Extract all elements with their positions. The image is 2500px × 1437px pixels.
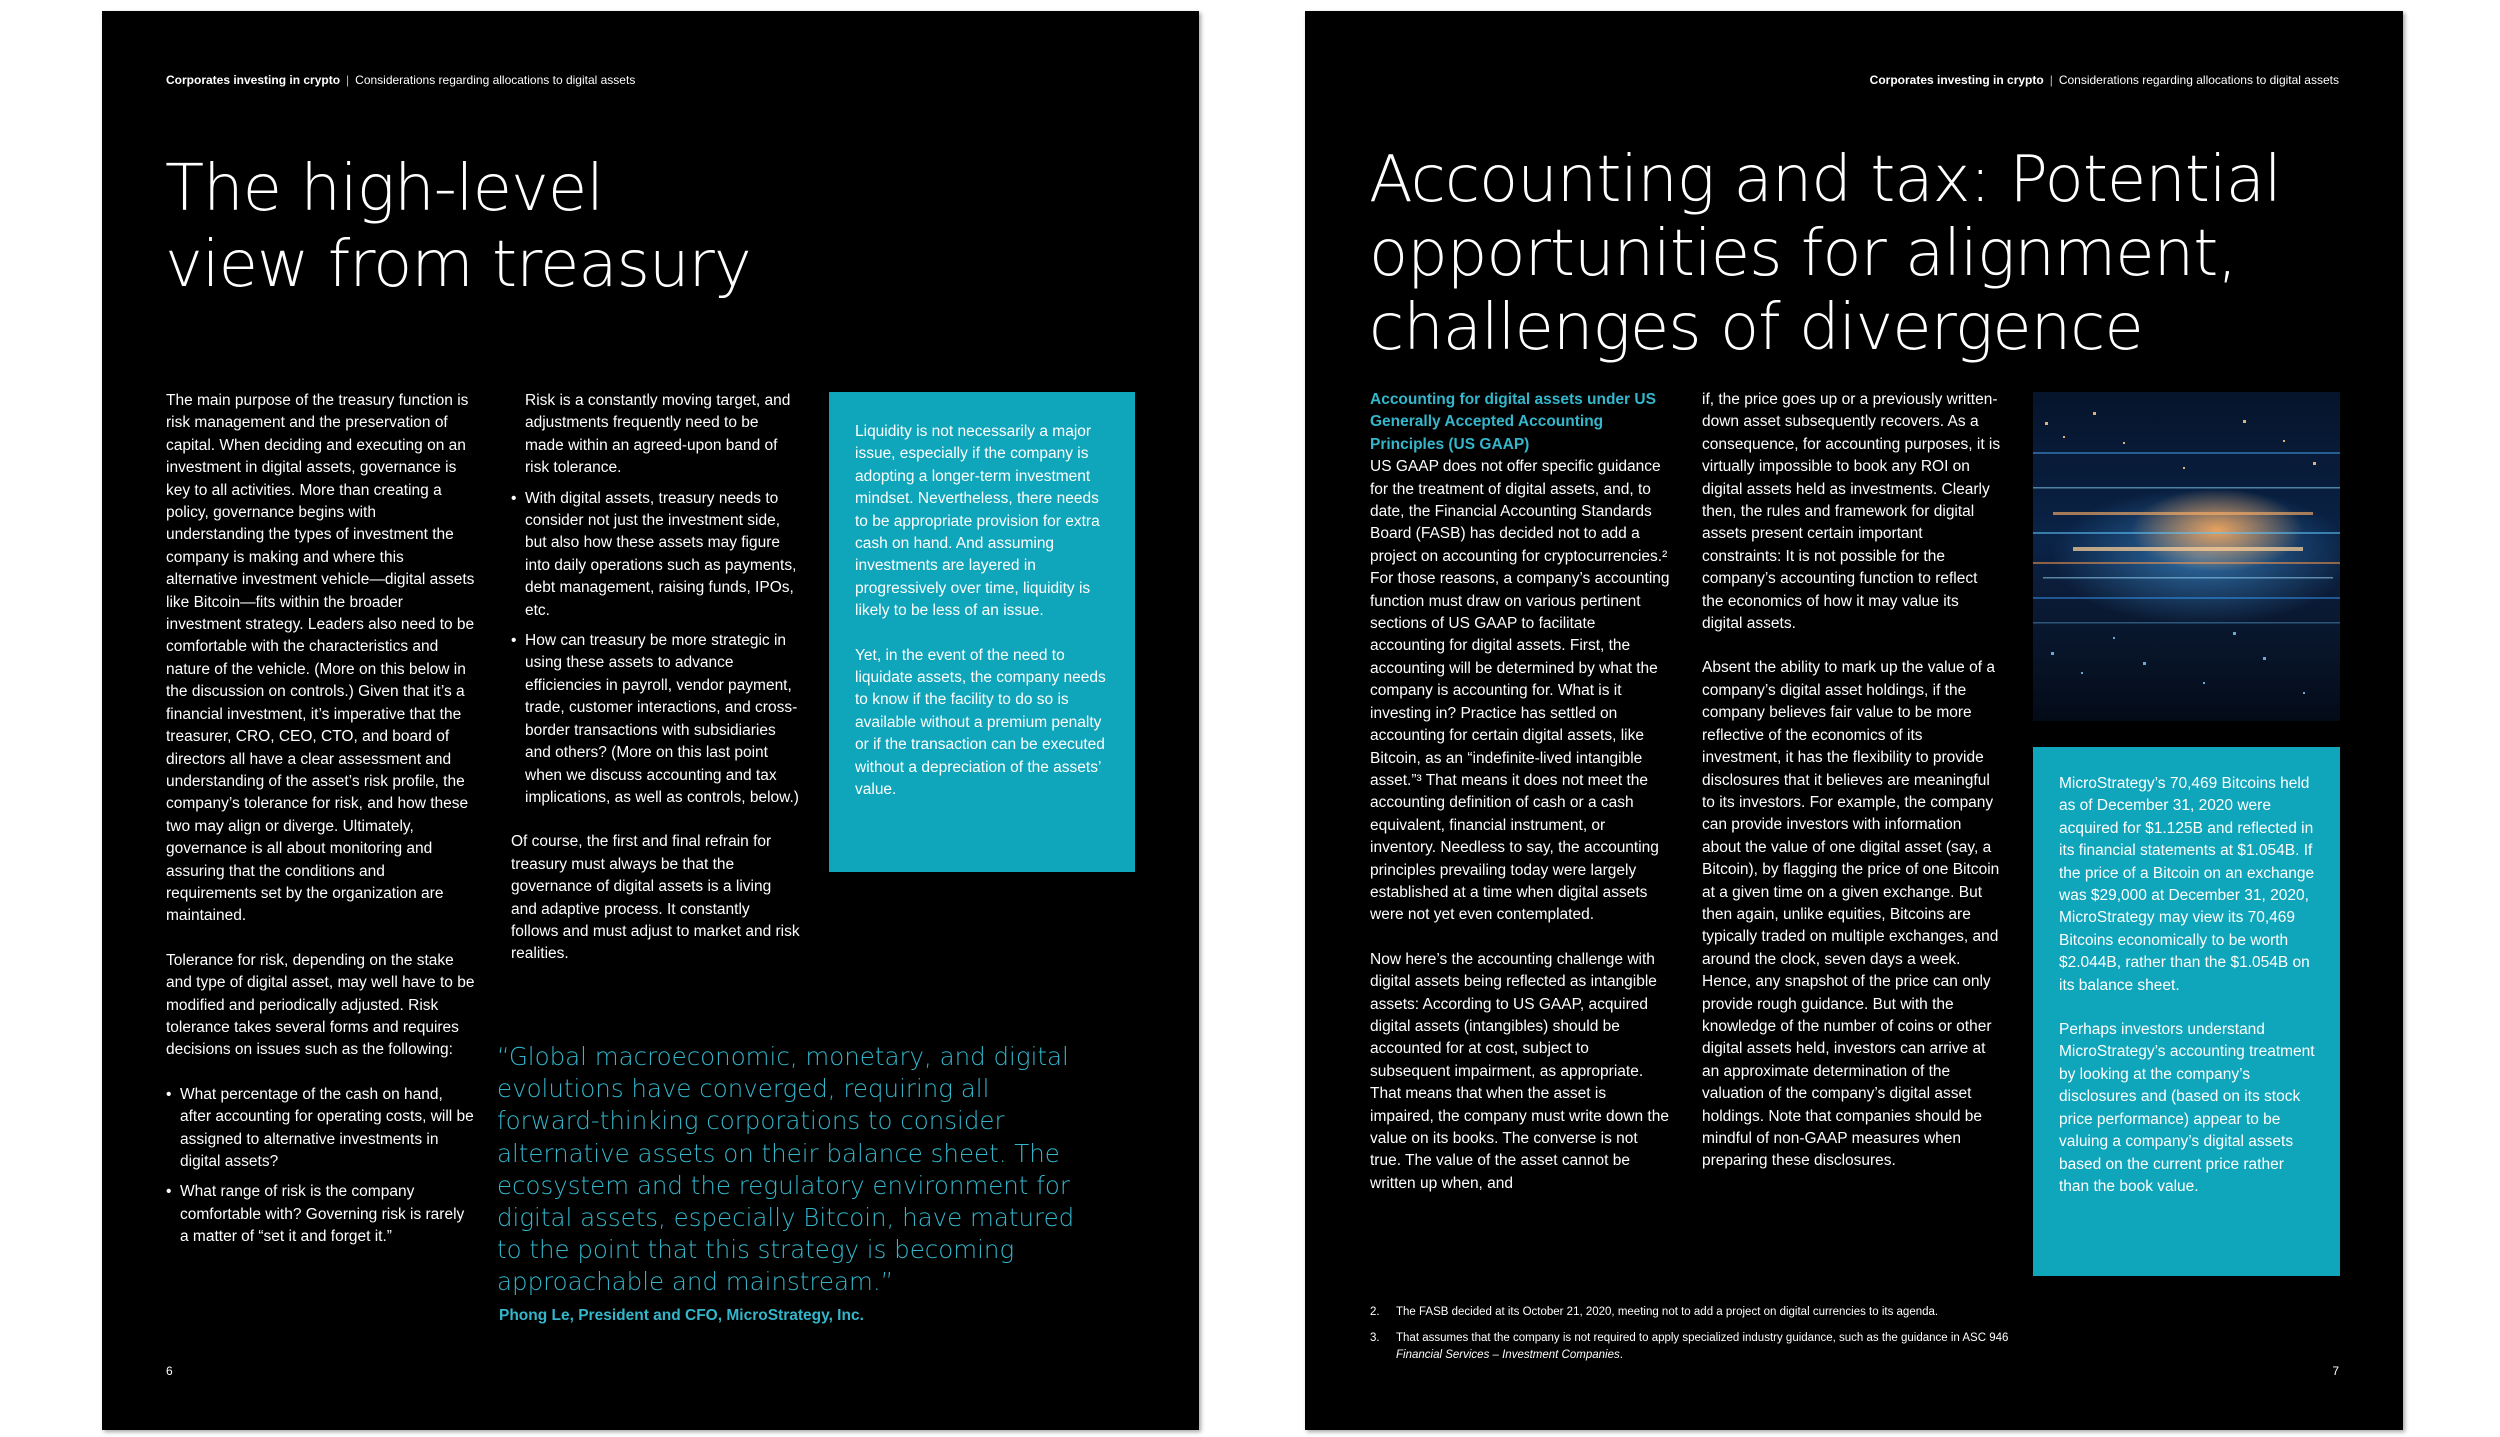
title-line: The high-level (165, 152, 603, 226)
page-number: 6 (166, 1364, 173, 1378)
footnotes (1370, 1304, 2030, 1373)
footnote (1370, 1330, 2030, 1364)
running-header-separator: | (346, 73, 350, 87)
footnote-text (1396, 1330, 2030, 1364)
callout-paragraph: Yet, in the event of the need to liquidate assets, the company needs to know if the facility to do so is available without a premium penalty or if the transaction can be executed without a depreciation of the assets’ value. (855, 646, 1106, 799)
running-header-separator: | (2049, 73, 2053, 87)
data-streaks-graphic (2033, 392, 2340, 721)
body-paragraph: Now here’s the accounting challenge with digital assets being reflected as intangible assets: According to US GAAP, acquired digital assets (intangibles) should be accounted for at cost, subject to subsequent impairment, as appropriate. That means that when the asset is impaired, the company must write down the value on its books. The converse is not true. The value of the asset cannot be written up when, and (1370, 950, 1669, 1192)
running-header-rest: Considerations regarding allocations to digital assets (2058, 73, 2339, 87)
body-column-2 (1702, 389, 2002, 1195)
body-column-2 (511, 390, 801, 988)
bullet-item: • What range of risk is the company comfortable with? Governing risk is rarely a matter of “set it and forget it.” (180, 1181, 476, 1248)
page-title (165, 151, 751, 303)
body-paragraph: Absent the ability to mark up the value of a company’s digital asset holdings, if the company believes fair value to be more reflective of the economics of its investment, it has the flexibility to provide disclosures that it believes are meaningful to its investors. For example, the company can provide investors with information about the value of one digital asset (say, a Bitcoin), by flagging the price of one Bitcoin at a given time on a given exchange. But then again, unlike equities, Bitcoins are typically traded on multiple exchanges, and around the clock, seven days a week. Hence, any snapshot of the price can only provide rough guidance. But with the knowledge of the number of coins or other digital assets held, investors can arrive at an approximate determination of the valuation of the company’s digital asset holdings. Note that companies should be mindful of non-GAAP measures when preparing these disclosures. (1702, 659, 2000, 1170)
microstrategy-callout-box (2033, 747, 2340, 1276)
body-paragraph: Risk is a constantly moving target, and adjustments frequently need to be made within an agreed-upon band of risk tolerance. (525, 392, 791, 477)
liquidity-callout-box (829, 392, 1135, 872)
footnote (1370, 1304, 2030, 1321)
section-heading: Accounting for digital assets under US Generally Accepted Accounting Principles (US GAAP) (1370, 391, 1656, 453)
footnote-italic-title: Financial Services – Investment Companies (1396, 1349, 1620, 1361)
title-line: view from treasury (165, 228, 751, 302)
footnote-number: 3. (1370, 1332, 1380, 1344)
bullet-item: • What percentage of the cash on hand, after accounting for operating costs, will be assigned to alternative investments in digital assets? (180, 1084, 476, 1174)
bullet-list (166, 1084, 476, 1249)
title-line: opportunities for alignment, (1369, 217, 2237, 291)
bullet-item: • How can treasury be more strategic in using these assets to advance efficiencies in payroll, vendor payment, trade, customer interactions, and cross-border transactions with subsidiaries and others? (More on this last point when we discuss accounting and tax implications, as well as controls, below.) (525, 630, 801, 809)
callout-paragraph: Liquidity is not necessarily a major issue, especially if the company is adopting a longer-term investment mindset. Nevertheless, there needs to be appropriate provision for extra cash on hand. And assuming investments are layered in progressively over time, liquidity is likely to be less of an issue. (855, 423, 1100, 620)
pull-quote: “Global macroeconomic, monetary, and digital evolutions have converged, requiring all forward-thinking corporations to consider alternative assets on their balance sheet. The ecosystem and the regulatory environment for digital assets, especially Bitcoin, have matured to the point that this strategy is becoming approachable and mainstream.” (497, 1042, 1075, 1297)
footnote-text-part: That assumes that the company is not required to apply specialized industry guidance, such as the guidance in ASC 946 (1396, 1332, 2009, 1344)
title-line: Accounting and tax: Potential (1369, 143, 2281, 217)
callout-paragraph: Perhaps investors understand MicroStrategy’s accounting treatment by looking at the company’s disclosures and (based on its stock price performance) appear to be valuing a company’s digital assets based on the current price rather than the book value. (2059, 1021, 2315, 1195)
body-paragraph: The main purpose of the treasury function is risk management and the preservation of capital. When deciding and executing on an investment in digital assets, governance is key to all activities. More than creating a policy, governance begins with understanding the types of investment the company is making and where this alternative investment vehicle—digital assets like Bitcoin—fits within the broader investment strategy. Leaders also need to be comfortable with the characteristics and nature of the vehicle. (More on this below in the discussion on controls.) Given that it’s a financial investment, it’s imperative that the treasurer, CRO, CEO, CTO, and board of directors all have a clear assessment and understanding of the asset’s risk profile, the company’s tolerance for risk, and how these two may align or diverge. Ultimately, governance is all about monitoring and assuring that the conditions and requirements set by the organization are maintained. (166, 392, 475, 925)
page-number: 7 (2332, 1364, 2339, 1378)
right-page (1305, 11, 2403, 1430)
left-page (102, 11, 1199, 1430)
footnote-number: 2. (1370, 1306, 1380, 1318)
title-line: challenges of divergence (1369, 291, 2143, 365)
body-paragraph: Of course, the first and final refrain for treasury must always be that the governance of digital assets is a living and adaptive process. It constantly follows and must adjust to market and risk realities. (511, 833, 800, 963)
digital-data-abstract-photo (2033, 392, 2340, 721)
body-paragraph: US GAAP does not offer specific guidance for the treatment of digital assets, and, to date, the Financial Accounting Standards Board (FASB) has decided not to add a project on accounting for cryptocurrencies.² For those reasons, a company’s accounting function must draw on various pertinent sections of US GAAP to facilitate accounting for digital assets. First, the accounting will be determined by what the company is accounting for. What is it investing in? Practice has settled on accounting for certain digital assets, like Bitcoin, as an “indefinite-lived intangible asset.”³ That means it does not meet the accounting definition of cash or a cash equivalent, financial instrument, or inventory. Needless to say, the accounting principles prevailing today were largely established at a time when digital assets were not yet even contemplated. (1370, 458, 1670, 924)
body-column-1 (1370, 389, 1670, 1217)
running-header-rest: Considerations regarding allocations to digital assets (355, 73, 636, 87)
body-paragraph: Tolerance for risk, depending on the stake and type of digital asset, may well have to be modified and periodically adjusted. Risk tolerance takes several forms and requires decisions on issues such as the following: (166, 951, 475, 1059)
bullet-list (511, 488, 801, 810)
footnote-text-part: . (1619, 1349, 1623, 1361)
running-header (1870, 73, 2339, 87)
bullet-item: • With digital assets, treasury needs to consider not just the investment side, but also how these assets may figure into daily operations such as payments, debt management, raising funds, IPOs, etc. (525, 488, 801, 622)
footnote-text: The FASB decided at its October 21, 2020, meeting not to add a project on digital currencies to its agenda. (1396, 1306, 1939, 1318)
body-paragraph: if, the price goes up or a previously written-down asset subsequently recovers. As a consequence, for accounting purposes, it is virtually impossible to book any ROI on digital assets held as investments. Clearly then, the rules and framework for digital assets present certain important constraints: It is not possible for the company’s accounting function to reflect the economics of how it may value its digital assets. (1702, 391, 2001, 633)
page-title (1369, 143, 2281, 365)
quote-attribution: Phong Le, President and CFO, MicroStrategy, Inc. (499, 1307, 864, 1324)
running-header-bold: Corporates investing in crypto (1869, 73, 2044, 87)
running-header (166, 73, 635, 87)
body-column-1 (166, 390, 476, 1271)
callout-paragraph: MicroStrategy’s 70,469 Bitcoins held as of December 31, 2020 were acquired for $1.125B and reflected in its financial statements at $1.054B. If the price of a Bitcoin on an exchange was $29,000 at December 31, 2020, MicroStrategy may view its 70,469 Bitcoins economically to be worth $2.044B, rather than the $1.054B on its balance sheet. (2059, 775, 2315, 994)
running-header-bold: Corporates investing in crypto (166, 73, 341, 87)
